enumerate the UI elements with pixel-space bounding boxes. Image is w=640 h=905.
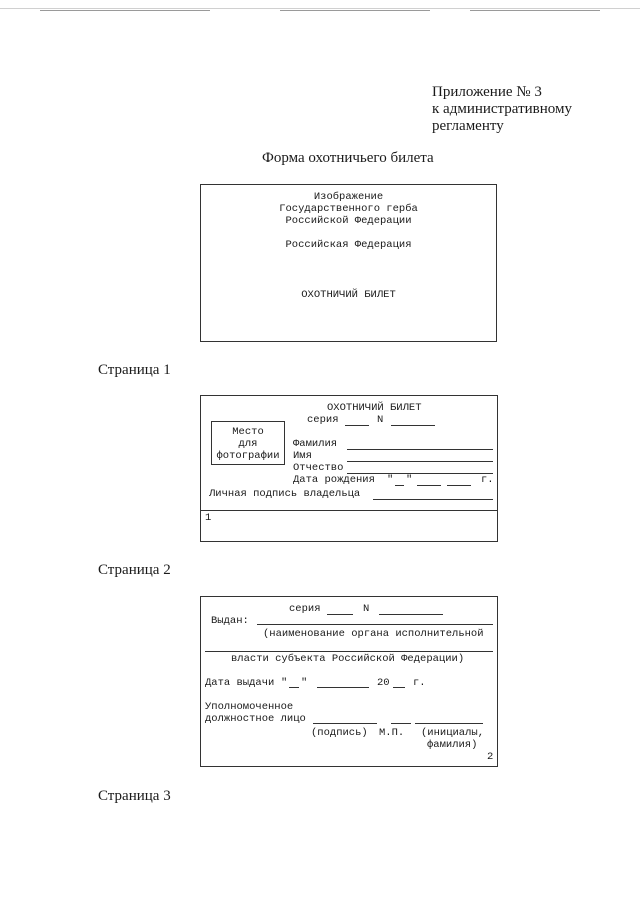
signature-label: Личная подпись владельца bbox=[209, 488, 361, 500]
appendix-line-3: регламенту bbox=[432, 118, 504, 134]
cover-title: ОХОТНИЧИЙ БИЛЕТ bbox=[301, 289, 396, 301]
year-suffix: г. bbox=[481, 474, 494, 486]
form-title: Форма охотничьего билета bbox=[262, 150, 434, 166]
surname-label: Фамилия bbox=[293, 438, 338, 450]
year-suffix: г. bbox=[413, 677, 426, 689]
official-line-2: должностное лицо bbox=[205, 713, 306, 725]
initials-hint-1: (инициалы, bbox=[421, 727, 485, 739]
birth-day-field bbox=[395, 485, 404, 486]
birth-date-label: Дата рождения bbox=[293, 474, 375, 486]
patronymic-label: Отчество bbox=[293, 462, 344, 474]
ticket-page-2-card bbox=[200, 395, 498, 542]
name-field bbox=[347, 461, 493, 462]
stamp-hint: М.П. bbox=[379, 727, 405, 739]
page-number: 2 bbox=[487, 751, 494, 763]
issue-day-field bbox=[289, 687, 299, 688]
emblem-line-3: Российской Федерации bbox=[285, 215, 412, 227]
number-field bbox=[391, 425, 435, 426]
country-name: Российская Федерация bbox=[285, 239, 412, 251]
page-2-label: Страница 2 bbox=[98, 562, 171, 578]
number-label: N bbox=[363, 603, 370, 615]
issued-field bbox=[257, 624, 493, 625]
series-label: серия bbox=[289, 603, 321, 615]
ticket-cover-card bbox=[200, 184, 497, 342]
signature-field bbox=[373, 499, 493, 500]
photo-line-1: Место bbox=[232, 426, 264, 438]
scan-artifact bbox=[280, 10, 430, 11]
issue-year-field bbox=[393, 687, 405, 688]
ticket-page-3-card bbox=[200, 596, 498, 767]
series-field bbox=[327, 614, 353, 615]
official-signature-field bbox=[313, 723, 377, 724]
scan-artifact bbox=[470, 10, 600, 11]
number-label: N bbox=[377, 414, 384, 426]
birth-month-field bbox=[417, 485, 441, 486]
series-label: серия bbox=[307, 414, 339, 426]
appendix-line-2: к административному bbox=[432, 101, 572, 117]
name-label: Имя bbox=[293, 450, 312, 462]
issue-quote-open: " bbox=[281, 677, 288, 689]
authority-hint: власти субъекта Российской Федерации) bbox=[231, 653, 465, 665]
signature-hint: (подпись) bbox=[311, 727, 368, 739]
appendix-line-1: Приложение № 3 bbox=[432, 84, 542, 100]
photo-placeholder bbox=[211, 421, 285, 465]
photo-line-3: фотографии bbox=[216, 450, 280, 462]
birth-quote-open: " bbox=[387, 474, 394, 486]
initials-field bbox=[415, 723, 483, 724]
number-field bbox=[379, 614, 443, 615]
birth-quote-close: " bbox=[406, 474, 413, 486]
official-line-1: Уполномоченное bbox=[205, 701, 294, 713]
surname-field bbox=[347, 449, 493, 450]
initials-hint-2: фамилия) bbox=[427, 739, 478, 751]
emblem-line-1: Изображение bbox=[313, 191, 384, 203]
series-field bbox=[345, 425, 369, 426]
issue-date-label: Дата выдачи bbox=[205, 677, 275, 689]
page-divider bbox=[201, 510, 497, 511]
issue-quote-close: " bbox=[301, 677, 308, 689]
ticket-title: ОХОТНИЧИЙ БИЛЕТ bbox=[327, 402, 422, 414]
issue-month-field bbox=[317, 687, 369, 688]
photo-line-2: для bbox=[238, 438, 258, 450]
org-hint: (наименование органа исполнительной bbox=[263, 628, 484, 640]
page-3-label: Страница 3 bbox=[98, 788, 171, 804]
birth-year-field bbox=[447, 485, 471, 486]
scan-artifact bbox=[0, 8, 640, 9]
authority-field bbox=[205, 651, 493, 652]
scan-artifact bbox=[40, 10, 210, 11]
stamp-field bbox=[391, 723, 411, 724]
century-label: 20 bbox=[377, 677, 390, 689]
appendix-header bbox=[432, 84, 632, 135]
page-1-label: Страница 1 bbox=[98, 362, 171, 378]
issued-label: Выдан: bbox=[211, 615, 249, 627]
emblem-line-2: Государственного герба bbox=[279, 203, 418, 215]
page-number: 1 bbox=[205, 512, 212, 524]
